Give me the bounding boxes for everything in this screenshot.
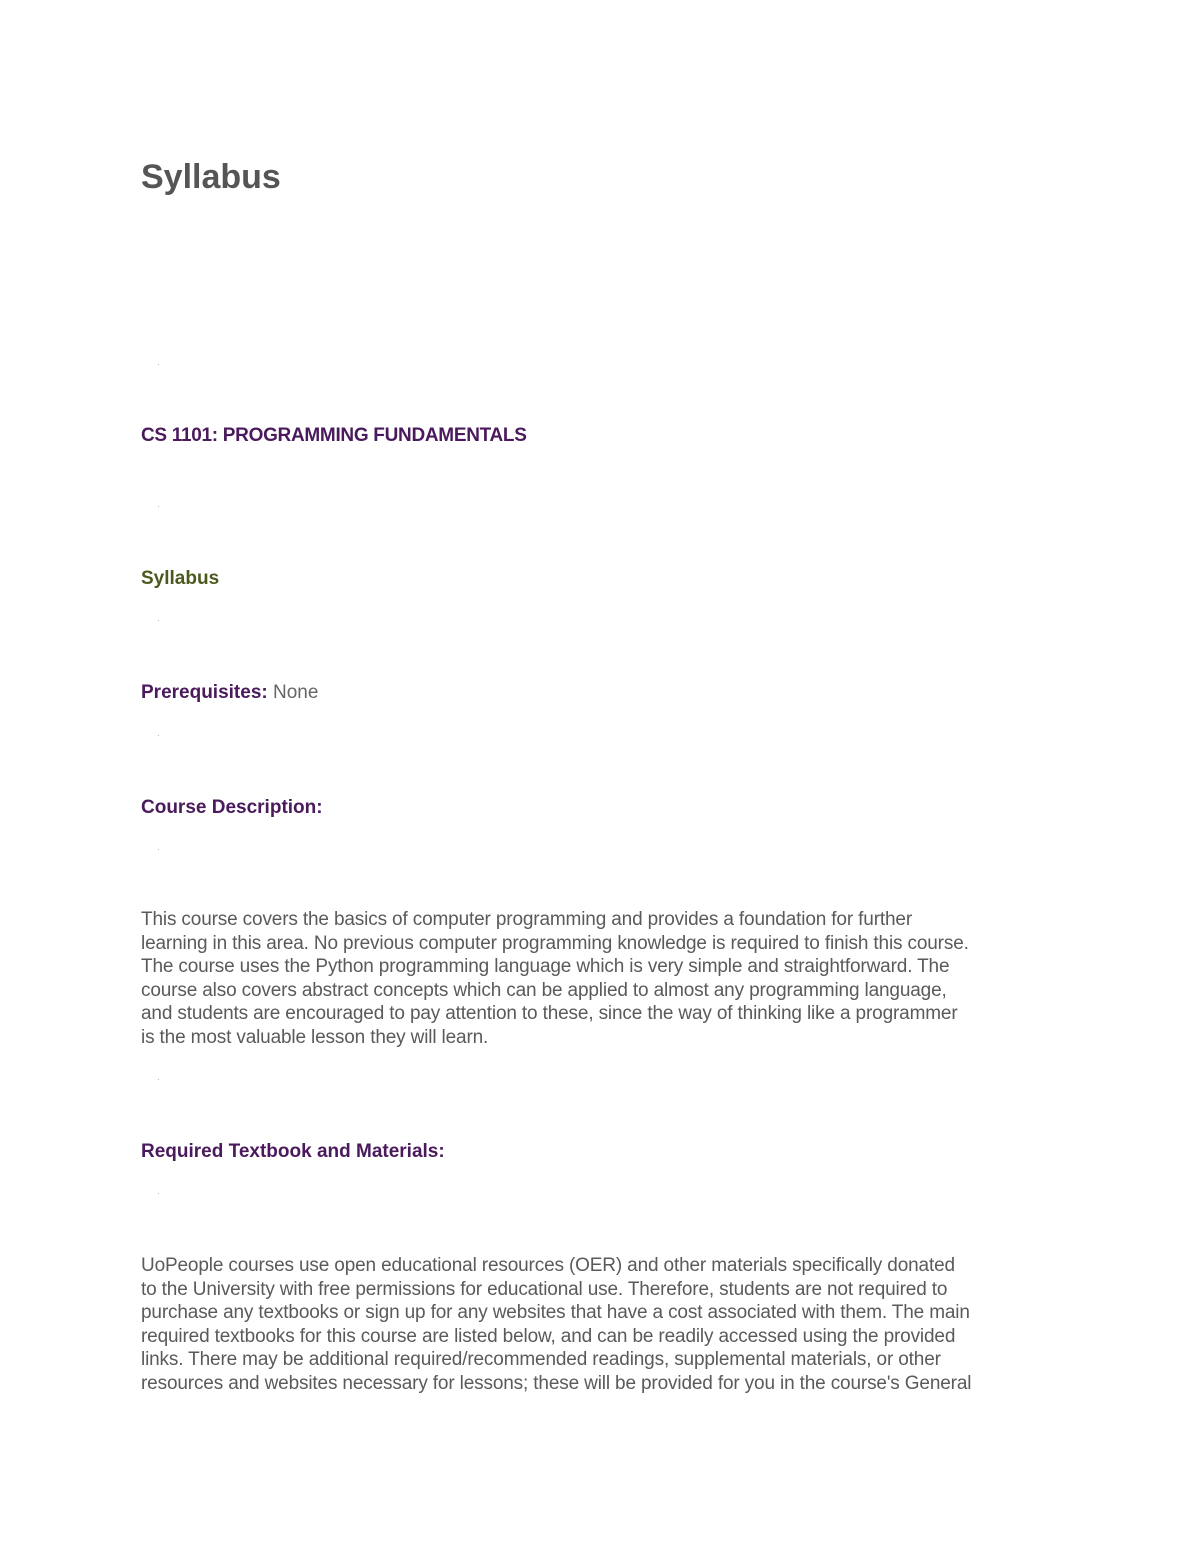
text-line: to the University with free permissions for educational use. Therefore, students are not required to: [141, 1278, 948, 1300]
text-line: required textbooks for this course are listed below, and can be readily accessed using the provided: [141, 1325, 956, 1347]
document-title: Syllabus: [141, 158, 281, 196]
text-line: The course uses the Python programming language which is very simple and straightforward. The: [141, 956, 950, 977]
prerequisites-line: [141, 681, 318, 705]
textbook-heading: Required Textbook and Materials:: [141, 1141, 445, 1162]
prerequisites-label: Prerequisites:: [141, 682, 268, 703]
paragraph-marker: ·: [157, 615, 160, 625]
text-line: links. There may be additional required/recommended readings, supplemental materials, or other: [141, 1349, 941, 1370]
text-line: learning in this area. No previous computer programming knowledge is required to finish this course.: [141, 932, 969, 954]
paragraph-marker: ·: [157, 730, 160, 740]
text-line: This course covers the basics of computer programming and provides a foundation for further: [141, 909, 913, 930]
course-description-heading: Course Description:: [141, 797, 323, 818]
syllabus-subheading: Syllabus: [141, 568, 220, 589]
textbook-text: [141, 1254, 1066, 1395]
paragraph-marker: ·: [157, 1188, 160, 1198]
paragraph-marker: ·: [157, 1074, 160, 1084]
prerequisites-value: None: [267, 682, 319, 703]
course-description-text: [141, 908, 1066, 1049]
text-line: course also covers abstract concepts which can be applied to almost any programming language,: [141, 979, 947, 1001]
text-line: UoPeople courses use open educational resources (OER) and other materials specifically donated: [141, 1255, 955, 1276]
text-line: purchase any textbooks or sign up for any websites that have a cost associated with them. The main: [141, 1302, 970, 1323]
paragraph-marker: ·: [157, 501, 160, 511]
text-line: and students are encouraged to pay attention to these, since the way of thinking like a programmer: [141, 1003, 958, 1024]
paragraph-marker: ·: [157, 359, 160, 369]
paragraph-marker: ·: [157, 844, 160, 854]
course-title: CS 1101: PROGRAMMING FUNDAMENTALS: [141, 425, 527, 446]
text-line: resources and websites necessary for lessons; these will be provided for you in the course's General: [141, 1372, 972, 1394]
text-line: is the most valuable lesson they will learn.: [141, 1026, 489, 1048]
